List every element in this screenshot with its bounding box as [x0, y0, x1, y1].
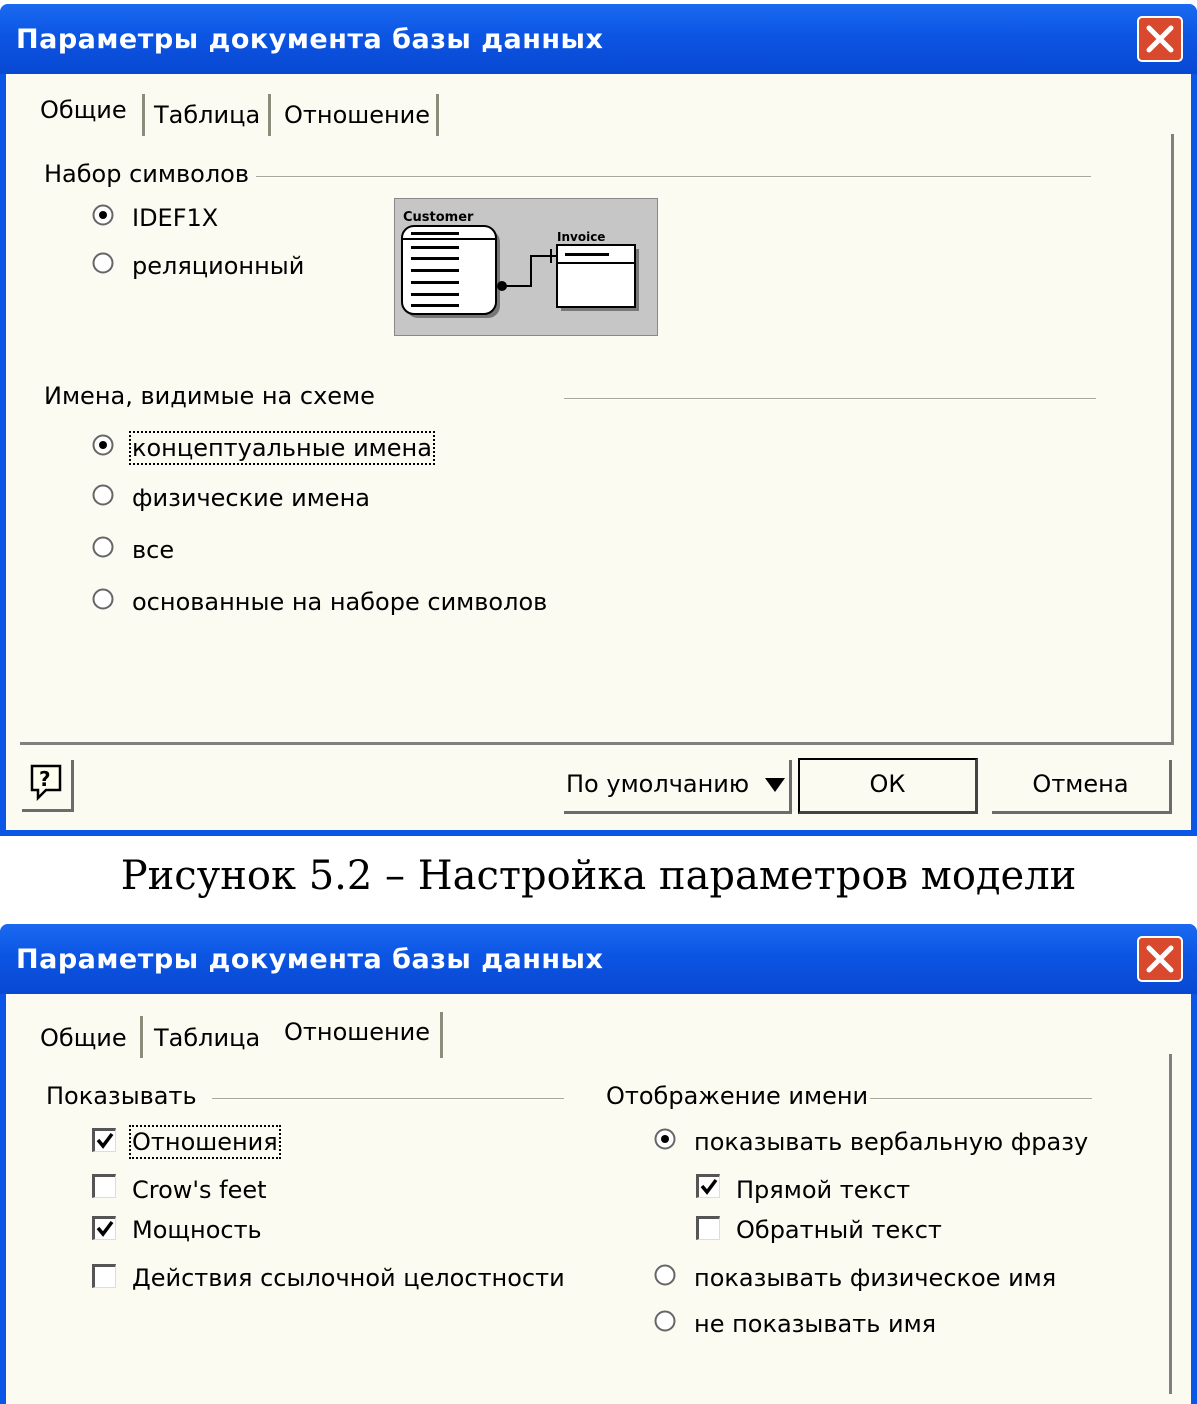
- default-button-label: По умолчанию: [566, 770, 750, 798]
- tab-table[interactable]: Таблица: [154, 101, 261, 129]
- checkbox-relationships[interactable]: [92, 1128, 116, 1152]
- close-icon: [1145, 944, 1175, 974]
- label-reverse-text[interactable]: Обратный текст: [736, 1216, 942, 1244]
- close-icon: [1145, 24, 1175, 54]
- tab-general[interactable]: Общие: [40, 1024, 127, 1052]
- label-physical-name[interactable]: показывать физическое имя: [694, 1264, 1057, 1292]
- tab-panel-border: [1169, 1054, 1172, 1394]
- dialog-client: [6, 994, 1191, 1404]
- radio-relational[interactable]: [92, 252, 114, 274]
- dialog-title: Параметры документа базы данных: [16, 24, 604, 55]
- label-crows-feet[interactable]: Crow's feet: [132, 1176, 267, 1204]
- radio-verbal-phrase[interactable]: [654, 1128, 676, 1150]
- label-relationships[interactable]: Отношения: [132, 1128, 278, 1156]
- label-forward-text[interactable]: Прямой текст: [736, 1176, 911, 1204]
- dialog-model-properties-relationship: [0, 924, 1197, 1404]
- cancel-button[interactable]: [992, 760, 1172, 814]
- tab-separator: [140, 1016, 144, 1058]
- help-button[interactable]: [22, 760, 74, 812]
- tab-separator: [436, 94, 440, 136]
- checkmark-icon: [95, 1219, 115, 1239]
- ok-button[interactable]: [798, 758, 978, 814]
- er-preview-diagram: [395, 199, 657, 335]
- notation-preview: [394, 198, 658, 336]
- label-charset-based[interactable]: основанные на наборе символов: [132, 588, 548, 616]
- label-no-name[interactable]: не показывать имя: [694, 1310, 937, 1338]
- group-show-title: Показывать: [46, 1082, 197, 1110]
- label-idef1x[interactable]: IDEF1X: [132, 204, 219, 232]
- preview-entity2-name: Invoice: [557, 230, 606, 244]
- label-cardinality[interactable]: Мощность: [132, 1216, 262, 1244]
- tab-separator: [142, 94, 146, 136]
- radio-idef1x[interactable]: [92, 204, 114, 226]
- cancel-button-label: Отмена: [1032, 770, 1129, 798]
- close-button[interactable]: [1137, 936, 1183, 982]
- group-divider: [212, 1098, 564, 1100]
- label-verbal-phrase[interactable]: показывать вербальную фразу: [694, 1128, 1089, 1156]
- label-relational[interactable]: реляционный: [132, 252, 305, 280]
- checkbox-forward-text[interactable]: [696, 1174, 720, 1198]
- checkmark-icon: [95, 1131, 115, 1151]
- label-physical-names[interactable]: физические имена: [132, 484, 370, 512]
- dialog-title: Параметры документа базы данных: [16, 944, 604, 975]
- radio-physical-names[interactable]: [92, 484, 114, 506]
- group-divider: [564, 398, 1096, 400]
- group-name-display-title: Отображение имени: [606, 1082, 869, 1110]
- tab-relationship[interactable]: Отношение: [284, 101, 431, 129]
- figure-caption: Рисунок 5.2 – Настройка параметров модели: [120, 853, 1077, 899]
- label-ref-integrity[interactable]: Действия ссылочной целостности: [132, 1264, 565, 1292]
- label-all-names[interactable]: все: [132, 536, 175, 564]
- group-divider: [870, 1098, 1092, 1100]
- help-icon: [30, 764, 64, 802]
- checkbox-reverse-text[interactable]: [696, 1216, 720, 1240]
- tab-relationship[interactable]: Отношение: [284, 1018, 431, 1046]
- close-button[interactable]: [1137, 16, 1183, 62]
- dialog-model-properties: [0, 4, 1197, 836]
- radio-all-names[interactable]: [92, 536, 114, 558]
- tab-separator: [440, 1012, 444, 1058]
- checkbox-crows-feet[interactable]: [92, 1174, 116, 1198]
- group-charset-title: Набор символов: [44, 160, 249, 188]
- title-bar[interactable]: [0, 924, 1197, 994]
- radio-physical-name[interactable]: [654, 1264, 676, 1286]
- tab-table[interactable]: Таблица: [154, 1024, 261, 1052]
- dialog-client: [6, 74, 1191, 830]
- chevron-down-icon: [765, 778, 785, 794]
- default-dropdown-button[interactable]: [564, 760, 792, 814]
- label-conceptual-names[interactable]: концептуальные имена: [132, 434, 432, 462]
- radio-charset-based[interactable]: [92, 588, 114, 610]
- group-names-title: Имена, видимые на схеме: [44, 382, 375, 410]
- checkbox-ref-integrity[interactable]: [92, 1264, 116, 1288]
- checkmark-icon: [699, 1177, 719, 1197]
- preview-entity1-name: Customer: [403, 210, 474, 225]
- svg-text:?: ?: [39, 767, 51, 791]
- checkbox-cardinality[interactable]: [92, 1216, 116, 1240]
- radio-no-name[interactable]: [654, 1310, 676, 1332]
- tab-general[interactable]: Общие: [40, 96, 127, 124]
- radio-conceptual-names[interactable]: [92, 434, 114, 456]
- title-bar[interactable]: [0, 4, 1197, 74]
- tab-separator: [268, 94, 272, 136]
- ok-button-label: ОК: [869, 770, 906, 798]
- group-divider: [256, 176, 1091, 178]
